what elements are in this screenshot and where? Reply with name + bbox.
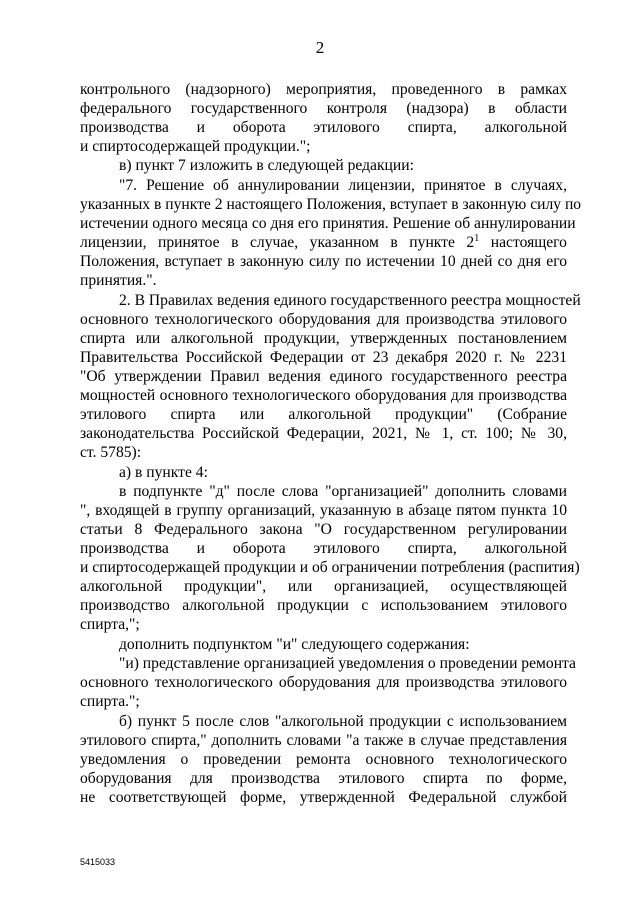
text-line: спирта или алкогольной продукции, утвержденных постановлением bbox=[80, 330, 567, 347]
text-line: законодательства Российской Федерации, 2021, № 1, ст. 100; № 30, bbox=[80, 425, 567, 442]
text-line: истечении одного месяца со дня его принятия. Решение об аннулировании bbox=[80, 215, 576, 232]
text-line: а) в пункте 4: bbox=[119, 464, 208, 481]
text-line: указанных в пункте 2 настоящего Положения, вступает в законную силу по bbox=[80, 196, 582, 213]
text-line: спирта,"; bbox=[80, 616, 140, 633]
text-line: дополнить подпунктом "и" следующего содержания: bbox=[119, 636, 470, 653]
text-line: ст. 5785): bbox=[80, 444, 142, 461]
text-line: ", входящей в группу организаций, указанную в абзаце пятом пункта 10 bbox=[80, 502, 567, 519]
text-line: алкогольной продукции", или организацией, осуществляющей bbox=[80, 578, 567, 595]
text-line: и спиртосодержащей продукции и об ограничении потребления (распития) bbox=[80, 559, 580, 576]
text-line: федерального государственного контроля (надзора) в области bbox=[80, 100, 567, 117]
text-segment: лицензии, принятое в случае, указанном в пункте 2 bbox=[80, 234, 475, 251]
text-line: в подпункте "д" после слова "организацией" дополнить словами bbox=[119, 483, 567, 500]
text-line: Правительства Российской Федерации от 23 декабря 2020 г. № 2231 bbox=[80, 349, 567, 366]
text-line: уведомления о проведении ремонта основного технологического bbox=[80, 751, 567, 768]
text-line: мощностей основного технологического оборудования для производства bbox=[80, 387, 567, 404]
text-line: не соответствующей форме, утвержденной Федеральной службой bbox=[80, 789, 567, 806]
text-line bbox=[80, 233, 567, 252]
document-id: 5415033 bbox=[80, 857, 116, 867]
text-line: статьи 8 Федерального закона "О государственном регулировании bbox=[80, 521, 567, 538]
superscript: 1 bbox=[474, 233, 480, 244]
text-line: в) пункт 7 изложить в следующей редакции: bbox=[119, 157, 414, 174]
text-segment: настоящего bbox=[479, 234, 567, 251]
page-number: 2 bbox=[315, 38, 325, 57]
text-line: спирта."; bbox=[80, 693, 140, 710]
text-line: "и) представление организацией уведомления о проведении ремонта bbox=[119, 655, 576, 672]
text-line: 2. В Правилах ведения единого государственного реестра мощностей bbox=[119, 292, 581, 309]
text-line: "Об утверждении Правил ведения единого государственного реестра bbox=[80, 368, 567, 385]
text-line: этилового спирта," дополнить словами "а также в случае представления bbox=[80, 732, 567, 749]
text-line: производства и оборота этилового спирта, алкогольной bbox=[80, 119, 567, 136]
text-line: оборудования для производства этилового спирта по форме, bbox=[80, 770, 567, 787]
text-line: Положения, вступает в законную силу по истечении 10 дней со дня его bbox=[80, 253, 567, 270]
text-line: производства и оборота этилового спирта, алкогольной bbox=[80, 540, 567, 557]
text-line: б) пункт 5 после слов "алкогольной продукции с использованием bbox=[119, 713, 567, 730]
text-line: основного технологического оборудования для производства этилового bbox=[80, 674, 567, 691]
text-line: принятия.". bbox=[80, 272, 157, 289]
text-line: и спиртосодержащей продукции."; bbox=[80, 138, 311, 155]
text-line: производство алкогольной продукции с использованием этилового bbox=[80, 597, 567, 614]
text-line: "7. Решение об аннулировании лицензии, принятое в случаях, bbox=[119, 177, 567, 194]
text-line: контрольного (надзорного) мероприятия, проведенного в рамках bbox=[80, 81, 567, 98]
text-line: основного технологического оборудования для производства этилового bbox=[80, 311, 567, 328]
text-line: этилового спирта или алкогольной продукции" (Собрание bbox=[80, 406, 567, 423]
